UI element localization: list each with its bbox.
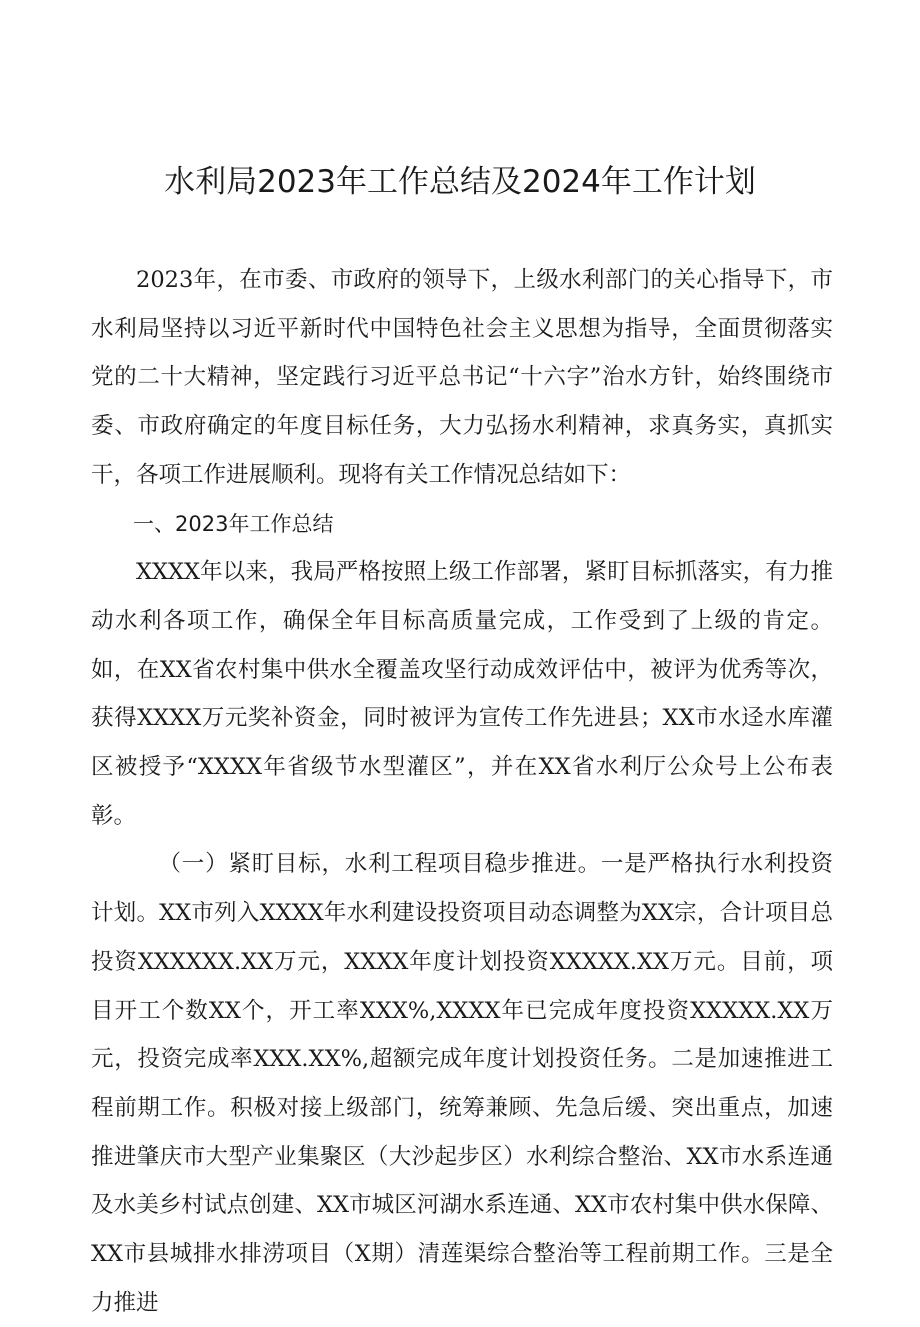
summary-paragraph: XXXX年以来，我局严格按照上级工作部署，紧盯目标抓落实，有力推动水利各项工作，确保全年目标高质量完成，工作受到了上级的肯定。如，在XX省农村集中供水全覆盖攻坚行动成效评估中，被评为优秀等次，获得XXXX万元奖补资金，同时被评为宣传工作先进县；XX市水迳水库灌区被授予“XXXX年省级节水型灌区”，并在XX省水利厅公众号上公布表彰。 bbox=[91, 559, 833, 829]
subsection-paragraph: （一）紧盯目标，水利工程项目稳步推进。一是严格执行水利投资计划。XX市列入XXXX年水利建设投资项目动态调整为XX宗，合计项目总投资XXXXXX.XX万元，XXXX年度计划投资XXXXX.XX万元。目前，项目开工个数XX个，开工率XXX%,XXXX年已完成年度投资XXXXX.XX万元，投资完成率XXX.XX%,超额完成年度计划投资任务。二是加速推进工程前期工作。积极对接上级部门，统筹兼顾、先急后缓、突出重点，加速推进肇庆市大型产业集聚区（大沙起步区）水利综合整治、XX市水系连通及水美乡村试点创建、XX市城区河湖水系连通、XX市农村集中供水保障、XX市县城排水排涝项目（X期）清莲渠综合整治等工程前期工作。三是全力推进 bbox=[91, 851, 833, 1316]
document-title: 水利局2023年工作总结及2024年工作计划 bbox=[164, 164, 756, 200]
section-heading: 一、2023年工作总结 bbox=[133, 511, 334, 536]
document-body bbox=[91, 256, 833, 1327]
intro-paragraph: 2023年，在市委、市政府的领导下，上级水利部门的关心指导下，市水利局坚持以习近平新时代中国特色社会主义思想为指导，全面贯彻落实党的二十大精神，坚定践行习近平总书记“十六字”治水方针，始终围绕市委、市政府确定的年度目标任务，大力弘扬水利精神，求真务实，真抓实干，各项工作进展顺利。现将有关工作情况总结如下： bbox=[91, 267, 833, 488]
